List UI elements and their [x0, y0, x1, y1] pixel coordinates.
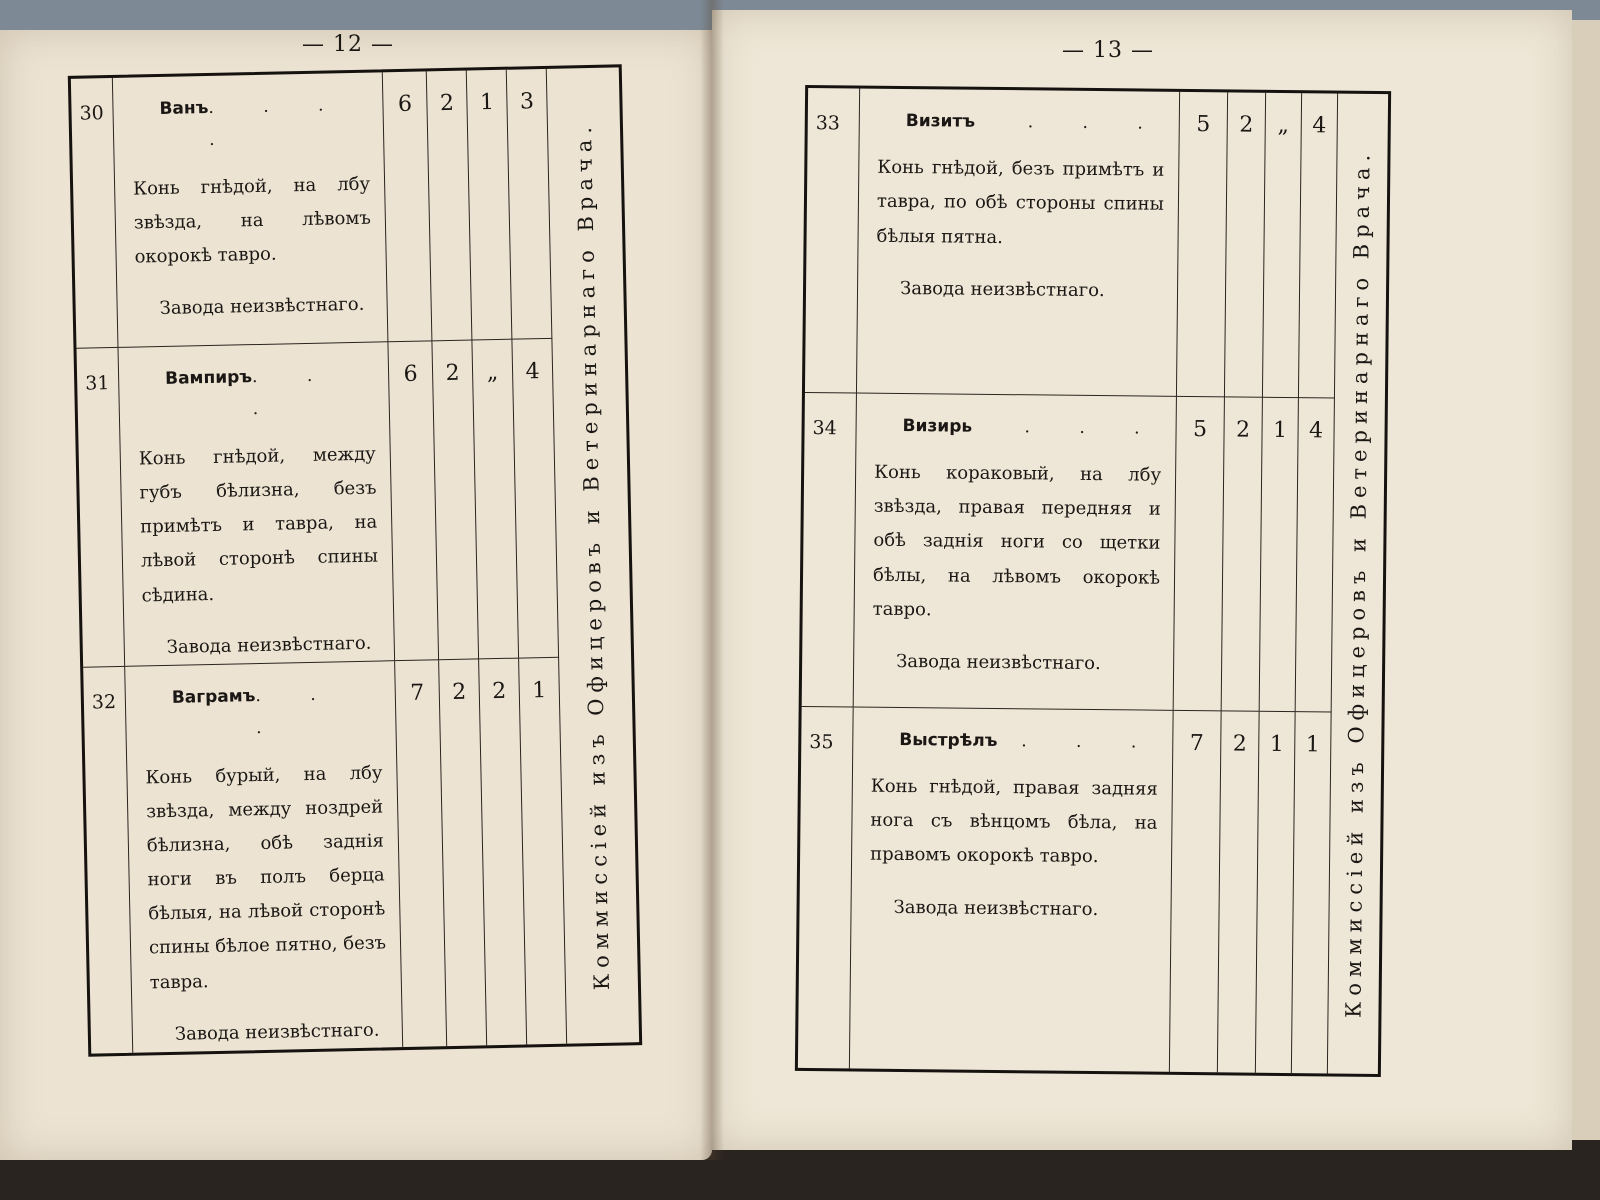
- page-number-right: — 13 —: [1062, 38, 1154, 63]
- figure-col-1: 7: [395, 660, 447, 1047]
- figure-col-3: 2: [479, 658, 527, 1045]
- figure-col-3: 1: [1260, 397, 1299, 711]
- horse-factory: Завода неизвѣстнаго.: [159, 293, 365, 320]
- leader-dots: . . .: [1027, 112, 1165, 134]
- horse-factory: Завода неизвѣстнаго.: [174, 1019, 380, 1045]
- figure-col-4: 4: [512, 339, 559, 658]
- entry-description: [850, 707, 1174, 1072]
- horse-name: Визитъ: [905, 111, 976, 132]
- commission-label-cell: [1328, 94, 1388, 1074]
- entry-description: [125, 661, 403, 1053]
- leader-dots: . . .: [251, 365, 335, 420]
- entry-number: 35: [798, 707, 854, 1069]
- figure-col-3: 1: [467, 70, 513, 341]
- horse-factory: Завода неизвѣстнаго.: [899, 277, 1105, 301]
- horse-factory: Завода неизвѣстнаго.: [166, 632, 372, 658]
- horse-description: Конь гнѣдой, на лбу звѣзда, на лѣвомъ окорокѣ тавро.: [132, 173, 372, 268]
- figure-col-1: 6: [388, 342, 439, 662]
- figure-col-3: „: [472, 340, 519, 659]
- book-gutter: [700, 0, 724, 1160]
- commission-label: Коммиссіей изъ Офицеровъ и Ветеринарнаго Врача.: [571, 120, 615, 991]
- leader-dots: . . . .: [208, 95, 346, 151]
- horse-description: Конь кораковый, на лбу звѣзда, правая передняя и обѣ заднія ноги со щетки бѣлы, на лѣвомъ окорокѣ тавро.: [872, 461, 1162, 621]
- figure-col-2: 2: [1218, 711, 1260, 1073]
- horse-factory: Завода неизвѣстнаго.: [896, 650, 1101, 674]
- figure-col-1: 5: [1174, 397, 1225, 712]
- figure-col-4: 4: [1299, 93, 1338, 398]
- page-stack-edge: [1572, 20, 1600, 1140]
- figure-col-2: 2: [439, 659, 487, 1046]
- figure-col-4: 4: [1296, 398, 1335, 712]
- ledger-table-right: [795, 85, 1391, 1077]
- horse-description: Конь гнѣдой, между губъ бѣлизна, безъ примѣтъ и тавра, на лѣвой сторонѣ спины сѣдина.: [138, 443, 379, 607]
- horse-name: Вампиръ: [164, 367, 253, 390]
- figure-col-3: 1: [1256, 712, 1296, 1074]
- ledger-table-left: [68, 64, 642, 1056]
- figure-col-4: 1: [519, 658, 567, 1045]
- page-number-left: — 12 —: [302, 32, 394, 57]
- horse-description: Конь бурый, на лбу звѣзда, между ноздрей бѣлизна, обѣ заднія ноги въ полъ берца бѣлыя, на лѣвой сторонѣ спины бѣлое пятно, безъ тавра.: [145, 761, 387, 994]
- figure-col-1: 5: [1177, 92, 1228, 397]
- horse-name: Выстрѣлъ: [899, 729, 998, 751]
- figure-col-4: 1: [1292, 712, 1332, 1074]
- horse-name: Визирь: [902, 415, 973, 437]
- entry-description: [854, 393, 1177, 710]
- figure-col-3: „: [1263, 93, 1302, 398]
- horse-name: Ваграмъ: [171, 686, 256, 708]
- entry-number: 30: [71, 78, 119, 349]
- entry-number: 32: [83, 667, 133, 1054]
- figure-col-2: 2: [427, 71, 473, 342]
- entry-description: [857, 89, 1180, 397]
- horse-description: Конь гнѣдой, правая задняя нога съ вѣнцомъ бѣла, на правомъ окорокѣ тавро.: [870, 775, 1158, 868]
- commission-label: Коммиссіей изъ Офицеровъ и Ветеринарнаго Врача.: [1341, 149, 1375, 1019]
- figure-col-2: 2: [432, 341, 479, 660]
- leader-dots: . . .: [1021, 731, 1159, 753]
- entry-number: 33: [805, 88, 860, 393]
- figure-col-4: 3: [507, 69, 553, 340]
- entry-number: 31: [77, 348, 126, 668]
- horse-factory: Завода неизвѣстнаго.: [893, 896, 1099, 920]
- leader-dots: . . .: [255, 684, 338, 739]
- figure-col-2: 2: [1225, 92, 1266, 397]
- entry-description: [118, 342, 395, 666]
- horse-name: Ванъ: [159, 97, 209, 119]
- figure-col-2: 2: [1222, 397, 1263, 711]
- entry-number: 34: [802, 393, 857, 708]
- leader-dots: . . .: [1024, 416, 1162, 439]
- figure-col-1: 7: [1170, 711, 1222, 1073]
- entry-description: [113, 72, 389, 348]
- horse-description: Конь гнѣдой, безъ примѣтъ и тавра, по обѣ стороны спины бѣлыя пятна.: [876, 157, 1165, 248]
- figure-col-1: 6: [383, 71, 433, 342]
